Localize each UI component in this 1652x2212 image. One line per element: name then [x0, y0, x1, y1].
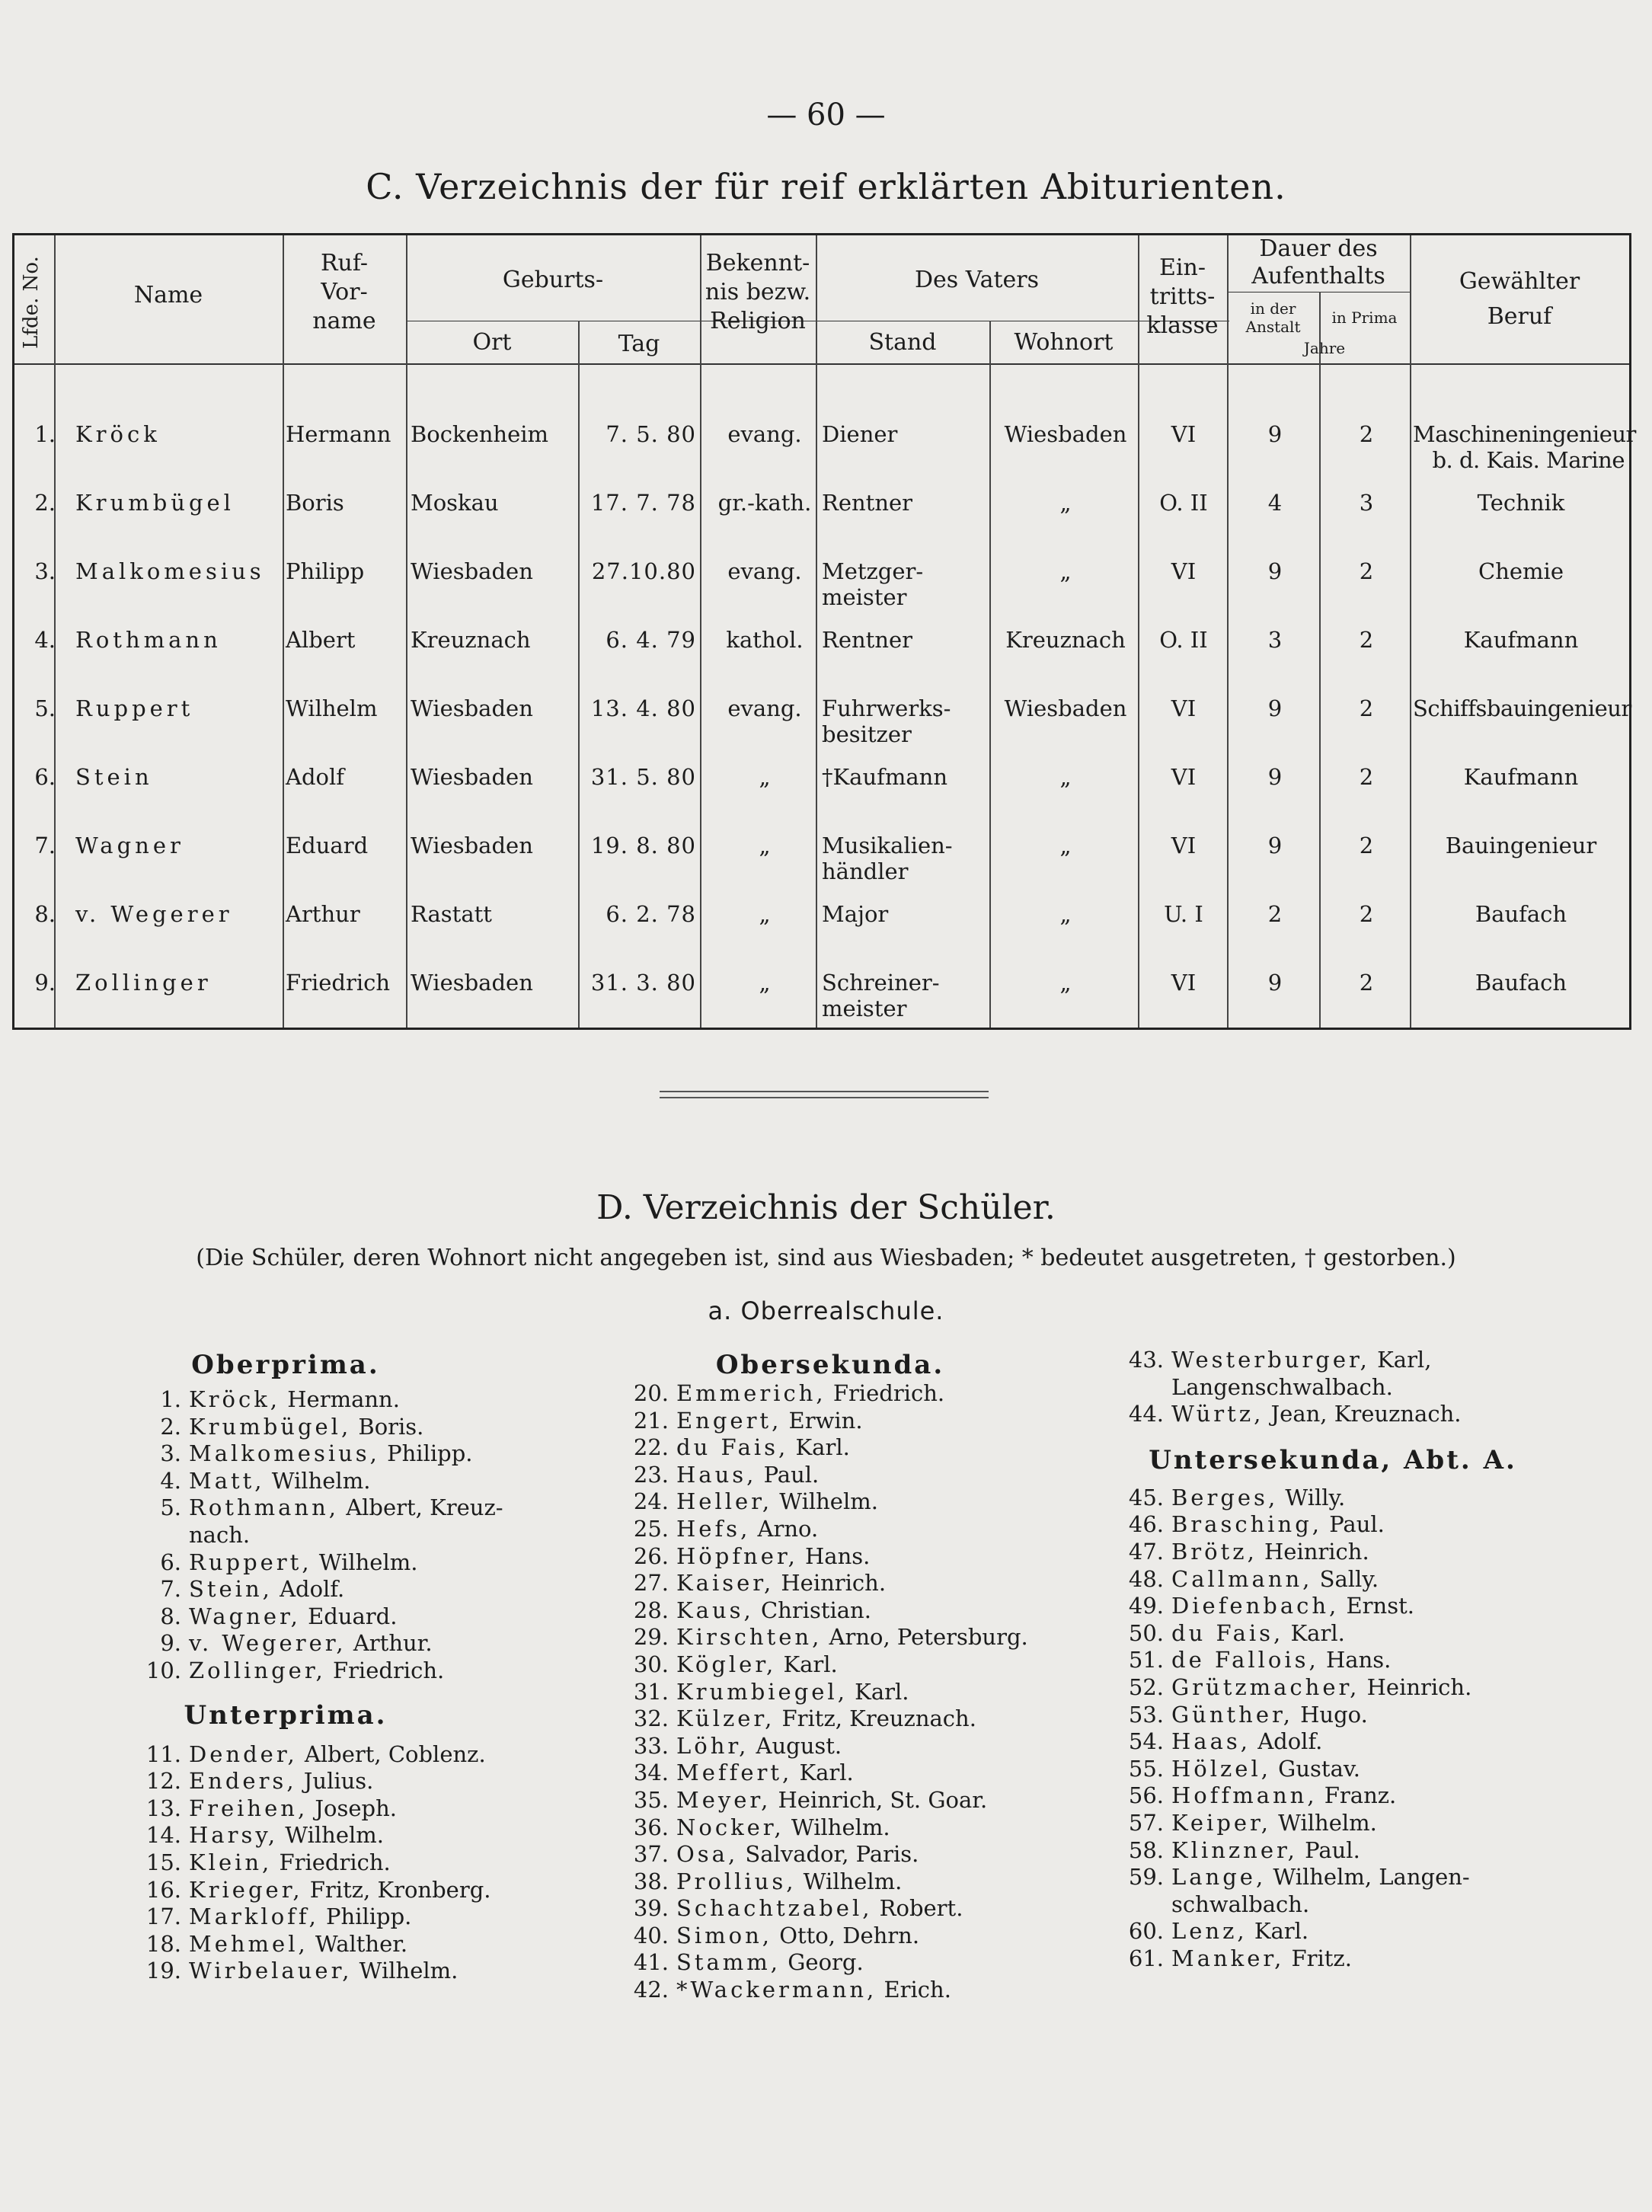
- list-item-number: 35.: [633, 1786, 669, 1813]
- section-d-note: (Die Schüler, deren Wohnort nicht angegeben ist, sind aus Wiesbaden; * bedeutet ausgetreten, † gestorben.): [196, 1245, 1456, 1271]
- list-item-number: 47.: [1128, 1538, 1164, 1565]
- table-row: 1. Kröck Hermann Bockenheim 7. 5. 80 evang. Diener Wiesbaden VI 9 2 Maschineningenieur b. d. Kais. Marine: [34, 421, 1636, 473]
- page-number: — 60 —: [766, 97, 886, 133]
- list-item-number: 40.: [633, 1922, 669, 1948]
- student-surname: Würtz,: [1171, 1401, 1264, 1427]
- list-item: [602, 1624, 1074, 1651]
- list-item-number: 8.: [160, 1603, 181, 1629]
- student-surname: Wirbelauer,: [189, 1958, 353, 1984]
- list-item: [114, 1795, 541, 1823]
- student-surname: Malkomesius,: [189, 1440, 380, 1467]
- list-item-number: 32.: [633, 1705, 669, 1732]
- student-surname: Prollius,: [676, 1868, 797, 1894]
- list-item: [114, 1603, 541, 1631]
- student-surname: Nocker,: [676, 1814, 784, 1840]
- abitur-table: [12, 233, 1636, 1030]
- student-details: Karl.: [776, 1651, 838, 1677]
- list-item-number: 43.: [1128, 1347, 1164, 1373]
- student-details: Otto, Dehrn.: [772, 1922, 920, 1948]
- list-item-number: 7.: [160, 1576, 181, 1603]
- list-item: [1097, 1702, 1584, 1729]
- list-item-number: 26.: [633, 1542, 669, 1569]
- student-details: Wilhelm.: [312, 1549, 418, 1575]
- list-item: [1097, 1401, 1584, 1428]
- list-item: [602, 1434, 1074, 1462]
- student-details: Karl.: [847, 1678, 909, 1705]
- list-item-number: 29.: [633, 1624, 669, 1651]
- list-item: [602, 1488, 1074, 1516]
- list-item-number: 11.: [145, 1741, 181, 1767]
- section-d-subtitle: a. Oberrealschule.: [708, 1296, 944, 1325]
- student-surname: Höpfner,: [676, 1542, 798, 1569]
- student-list-untersekunda: [1097, 1485, 1584, 1973]
- list-item-number: 49.: [1128, 1593, 1164, 1619]
- student-details: Friedrich.: [826, 1380, 945, 1406]
- student-details: Christian.: [753, 1597, 871, 1623]
- header-rufvorname: Ruf- Vor- name: [312, 250, 376, 334]
- list-item-number: 24.: [633, 1488, 669, 1515]
- header-beruf: Gewählter Beruf: [1459, 268, 1580, 330]
- list-item: [602, 1543, 1074, 1571]
- student-details: Sally.: [1312, 1565, 1379, 1592]
- list-item-number: 57.: [1128, 1809, 1164, 1836]
- student-surname: Matt,: [189, 1467, 265, 1494]
- header-stand: Stand: [868, 329, 937, 356]
- student-surname: Kirschten,: [676, 1624, 823, 1651]
- list-item-number: 50.: [1128, 1619, 1164, 1646]
- student-details: Hans.: [1318, 1647, 1392, 1673]
- student-surname: Kröck,: [189, 1386, 281, 1412]
- student-surname: Lenz,: [1171, 1918, 1248, 1945]
- list-item: [602, 1570, 1074, 1597]
- table-row: 3. Malkomesius Philipp Wiesbaden 27.10.80 evang. Metzger- meister „ VI 9 2 Chemie: [34, 558, 1564, 610]
- header-eintritt: Ein- tritts- klasse: [1146, 254, 1219, 339]
- list-item-number: 15.: [145, 1849, 181, 1875]
- list-item-number: 9.: [160, 1630, 181, 1657]
- list-item: [1097, 1810, 1584, 1837]
- list-item-number: 16.: [145, 1876, 181, 1903]
- heading-unterprima: Unterprima.: [184, 1699, 388, 1731]
- list-item: [1097, 1864, 1584, 1918]
- list-item-number: 6.: [160, 1549, 181, 1575]
- column-1: [114, 1350, 541, 1985]
- list-item-number: 25.: [633, 1515, 669, 1542]
- list-item-number: 51.: [1128, 1647, 1164, 1673]
- list-item-number: 42.: [633, 1977, 669, 2003]
- list-item: [114, 1849, 541, 1877]
- list-item-number: 13.: [145, 1795, 181, 1821]
- header-in-der-anstalt: in der Anstalt: [1245, 299, 1301, 336]
- student-surname: Wagner,: [189, 1603, 301, 1629]
- student-details: Adolf.: [1250, 1728, 1323, 1755]
- list-item-number: 17.: [145, 1904, 181, 1930]
- student-details: Erich.: [877, 1977, 951, 2003]
- student-details: Fritz, Kronberg.: [302, 1876, 491, 1903]
- list-item-number: 53.: [1128, 1701, 1164, 1728]
- header-bekenntnis: Bekennt- nis bezw. Religion: [705, 250, 811, 334]
- student-details: Georg.: [781, 1949, 864, 1976]
- list-item: [114, 1657, 541, 1685]
- student-surname: Heller,: [676, 1488, 773, 1515]
- list-item: [602, 1462, 1074, 1489]
- student-surname: Kaiser,: [676, 1570, 775, 1597]
- list-item-number: 28.: [633, 1597, 669, 1623]
- list-item-number: 23.: [633, 1461, 669, 1488]
- student-surname: Brötz,: [1171, 1538, 1257, 1565]
- student-surname: du Fais,: [676, 1434, 789, 1461]
- student-details: Erwin.: [781, 1407, 863, 1434]
- student-details: Wilhelm.: [796, 1868, 903, 1894]
- student-surname: Krumbügel,: [189, 1413, 352, 1440]
- student-details: Arno.: [750, 1515, 819, 1542]
- list-item: [114, 1494, 541, 1549]
- list-item-number: 60.: [1128, 1918, 1164, 1945]
- student-surname: Grützmacher,: [1171, 1673, 1360, 1700]
- student-surname: Hefs,: [676, 1515, 751, 1542]
- student-details: Walther.: [308, 1930, 408, 1957]
- student-details: Heinrich, St. Goar.: [771, 1786, 988, 1813]
- student-details: Albert, Coblenz.: [297, 1741, 486, 1767]
- student-surname: Hölzel,: [1171, 1755, 1271, 1782]
- student-details: Arthur.: [346, 1630, 433, 1657]
- student-details: Wilhelm.: [352, 1958, 459, 1984]
- list-item: [114, 1468, 541, 1495]
- list-item-number: 21.: [633, 1407, 669, 1434]
- student-details: Karl.: [788, 1434, 850, 1461]
- student-details: Heinrich.: [1257, 1538, 1369, 1565]
- heading-obersekunda: Obersekunda.: [715, 1350, 945, 1380]
- student-details: Wilhelm.: [784, 1814, 890, 1840]
- list-item: [602, 1760, 1074, 1787]
- list-item: [114, 1768, 541, 1795]
- header-dauer: Dauer des Aufenthalts: [1251, 235, 1385, 289]
- list-item-number: 54.: [1128, 1728, 1164, 1755]
- list-item-number: 14.: [145, 1822, 181, 1849]
- student-details: Wilhelm.: [264, 1467, 371, 1494]
- student-list-oberprima: [114, 1386, 541, 1685]
- student-surname: Emmerich,: [676, 1380, 826, 1406]
- list-item: [602, 1868, 1074, 1896]
- column-3: [1097, 1347, 1584, 1972]
- list-item: [1097, 1566, 1584, 1593]
- student-details: Hans.: [797, 1542, 871, 1569]
- list-item: [114, 1822, 541, 1849]
- student-details: Karl.: [1283, 1619, 1345, 1646]
- list-item-number: 1.: [160, 1386, 181, 1412]
- student-surname: Dender,: [189, 1741, 298, 1767]
- student-surname: Markloff,: [189, 1904, 319, 1930]
- student-list-unterprima: [114, 1741, 541, 1985]
- student-details: Salvador, Paris.: [738, 1841, 919, 1868]
- list-item-number: 38.: [633, 1868, 669, 1894]
- table-row: 5. Ruppert Wilhelm Wiesbaden 13. 4. 80 evang. Fuhrwerks- besitzer Wiesbaden VI 9 2 Schiffsbauingenieur: [34, 695, 1631, 747]
- student-details: Wilhelm.: [278, 1822, 384, 1849]
- student-details: Willy.: [1278, 1484, 1346, 1510]
- list-item-number: 4.: [160, 1467, 181, 1494]
- list-item: [114, 1877, 541, 1904]
- separator-rule: [660, 1091, 989, 1092]
- student-details: Wilhelm, Langen- schwalbach.: [1171, 1864, 1470, 1917]
- student-surname: Simon,: [676, 1922, 772, 1948]
- list-item: [602, 1977, 1074, 2004]
- student-details: Karl.: [792, 1760, 854, 1786]
- list-item-number: 10.: [145, 1657, 181, 1683]
- heading-oberprima: Oberprima.: [191, 1350, 380, 1380]
- student-surname: Kögler,: [676, 1651, 777, 1677]
- list-item: [1097, 1620, 1584, 1648]
- list-item-number: 19.: [145, 1958, 181, 1984]
- list-item-number: 61.: [1128, 1945, 1164, 1971]
- list-item: [1097, 1728, 1584, 1756]
- student-surname: Löhr,: [676, 1732, 749, 1759]
- header-lfde-no: Lfde. No.: [20, 256, 43, 349]
- student-details: Fritz.: [1284, 1945, 1352, 1971]
- separator-rule: [660, 1097, 989, 1098]
- list-item-number: 39.: [633, 1895, 669, 1922]
- student-surname: Meyer,: [676, 1786, 772, 1813]
- table-row: 6. Stein Adolf Wiesbaden 31. 5. 80 „ †Kaufmann „ VI 9 2 Kaufmann: [34, 764, 1579, 790]
- student-details: Boris.: [351, 1413, 424, 1440]
- student-surname: Lange,: [1171, 1864, 1267, 1891]
- list-item-number: 45.: [1128, 1484, 1164, 1510]
- student-surname: Brasching,: [1171, 1511, 1322, 1538]
- list-item: [1097, 1674, 1584, 1702]
- student-details: Paul.: [1322, 1511, 1385, 1538]
- student-details: Karl, Langenschwalbach.: [1171, 1347, 1432, 1400]
- list-item: [1097, 1756, 1584, 1783]
- student-details: Philipp.: [318, 1904, 412, 1930]
- student-details: Fritz, Kreuznach.: [775, 1705, 976, 1732]
- student-details: Heinrich.: [1360, 1673, 1472, 1700]
- student-details: Hermann.: [280, 1386, 400, 1412]
- list-item: [1097, 1782, 1584, 1810]
- student-surname: v. Wegerer,: [189, 1630, 347, 1657]
- student-details: Hugo.: [1293, 1701, 1368, 1728]
- student-details: Adolf.: [272, 1576, 345, 1603]
- list-item: [602, 1705, 1074, 1733]
- list-item: [1097, 1918, 1584, 1945]
- student-surname: Rothmann,: [189, 1494, 339, 1521]
- student-surname: Keiper,: [1171, 1809, 1271, 1836]
- student-surname: Manker,: [1171, 1945, 1285, 1971]
- list-item-number: 18.: [145, 1930, 181, 1957]
- list-item: [114, 1904, 541, 1931]
- list-item: [1097, 1485, 1584, 1512]
- student-details: Arno, Petersburg.: [822, 1624, 1028, 1651]
- student-list-obersekunda-cont: [1097, 1347, 1584, 1428]
- list-item: [114, 1576, 541, 1603]
- student-details: Wilhelm.: [1270, 1809, 1377, 1836]
- table-row: 4. Rothmann Albert Kreuznach 6. 4. 79 kathol. Rentner Kreuznach O. II 3 2 Kaufmann: [34, 627, 1579, 653]
- student-surname: Zollinger,: [189, 1657, 326, 1683]
- student-details: Karl.: [1247, 1918, 1309, 1945]
- list-item: [1097, 1647, 1584, 1674]
- list-item: [1097, 1945, 1584, 1973]
- list-item-number: 46.: [1128, 1511, 1164, 1538]
- list-item: [602, 1787, 1074, 1814]
- student-surname: Meffert,: [676, 1760, 793, 1786]
- student-surname: Freihen,: [189, 1795, 308, 1821]
- header-name: Name: [133, 282, 203, 308]
- student-surname: Callmann,: [1171, 1565, 1313, 1592]
- student-surname: Stamm,: [676, 1949, 781, 1976]
- list-item-number: 44.: [1128, 1401, 1164, 1427]
- list-item: [602, 1923, 1074, 1950]
- table-row: 9. Zollinger Friedrich Wiesbaden 31. 3. 80 „ Schreiner- meister „ VI 9 2 Baufach: [34, 970, 1567, 1021]
- student-surname: Kaus,: [676, 1597, 754, 1623]
- student-surname: Mehmel,: [189, 1930, 308, 1957]
- header-tag: Tag: [618, 331, 660, 357]
- list-item-number: 36.: [633, 1814, 669, 1840]
- list-item: [114, 1958, 541, 1985]
- list-item: [602, 1814, 1074, 1842]
- list-item-number: 2.: [160, 1413, 181, 1440]
- section-c-title: C. Verzeichnis der für reif erklärten Abiturienten.: [366, 166, 1286, 207]
- heading-untersekunda: Untersekunda, Abt. A.: [1149, 1444, 1517, 1475]
- list-item: [602, 1408, 1074, 1435]
- student-surname: Klein,: [189, 1849, 273, 1875]
- student-details: Albert, Kreuz- nach.: [189, 1494, 503, 1548]
- list-item-number: 55.: [1128, 1755, 1164, 1782]
- list-item-number: 58.: [1128, 1836, 1164, 1863]
- list-item-number: 41.: [633, 1949, 669, 1976]
- student-surname: Haas,: [1171, 1728, 1251, 1755]
- list-item: [114, 1549, 541, 1577]
- list-item-number: 12.: [145, 1768, 181, 1795]
- list-item-number: 34.: [633, 1760, 669, 1786]
- table-row: 7. Wagner Eduard Wiesbaden 19. 8. 80 „ Musikalien- händler „ VI 9 2 Bauingenieur: [34, 833, 1597, 884]
- list-item-number: 56.: [1128, 1782, 1164, 1809]
- student-surname: Berges,: [1171, 1484, 1279, 1510]
- student-surname: Krumbiegel,: [676, 1678, 848, 1705]
- student-surname: du Fais,: [1171, 1619, 1284, 1646]
- table-row: 8. v. Wegerer Arthur Rastatt 6. 2. 78 „ Major „ U. I 2 2 Baufach: [34, 901, 1567, 927]
- student-details: Friedrich.: [325, 1657, 445, 1683]
- list-item: [602, 1949, 1074, 1977]
- list-item-number: 22.: [633, 1434, 669, 1461]
- list-item: [114, 1630, 541, 1657]
- student-surname: Haus,: [676, 1461, 757, 1488]
- table-row: 2. Krumbügel Boris Moskau 17. 7. 78 gr.-kath. Rentner „ O. II 4 3 Technik: [34, 490, 1565, 516]
- student-surname: Günther,: [1171, 1701, 1293, 1728]
- student-details: Joseph.: [308, 1795, 397, 1821]
- list-item-number: 59.: [1128, 1864, 1164, 1891]
- list-item: [602, 1679, 1074, 1706]
- list-item: [602, 1597, 1074, 1625]
- student-surname: Ruppert,: [189, 1549, 312, 1575]
- list-item: [602, 1380, 1074, 1408]
- list-item: [602, 1841, 1074, 1868]
- student-details: Wilhelm.: [772, 1488, 878, 1515]
- student-surname: Westerburger,: [1171, 1347, 1370, 1373]
- student-details: Paul.: [756, 1461, 820, 1488]
- list-item-number: 5.: [160, 1494, 181, 1521]
- student-surname: Stein,: [189, 1576, 273, 1603]
- student-surname: Schachtzabel,: [676, 1895, 873, 1922]
- list-item: [1097, 1347, 1584, 1401]
- section-d-title: D. Verzeichnis der Schüler.: [596, 1188, 1056, 1227]
- student-details: Eduard.: [300, 1603, 398, 1629]
- header-in-prima: in Prima: [1331, 308, 1398, 327]
- header-geburts: Geburts-: [502, 267, 604, 293]
- list-item: [114, 1440, 541, 1468]
- list-item-number: 37.: [633, 1841, 669, 1868]
- header-ort: Ort: [472, 329, 512, 356]
- student-surname: Klinzner,: [1171, 1836, 1298, 1863]
- student-surname: Krieger,: [189, 1876, 303, 1903]
- student-details: Paul.: [1297, 1836, 1360, 1863]
- list-item-number: 3.: [160, 1440, 181, 1467]
- list-item: [602, 1733, 1074, 1760]
- list-item: [114, 1741, 541, 1769]
- list-item-number: 31.: [633, 1678, 669, 1705]
- student-details: Jean, Kreuznach.: [1264, 1401, 1462, 1427]
- list-item-number: 52.: [1128, 1673, 1164, 1700]
- student-surname: Engert,: [676, 1407, 782, 1434]
- student-surname: Külzer,: [676, 1705, 775, 1732]
- list-item: [114, 1414, 541, 1441]
- column-2: [602, 1350, 1074, 2004]
- list-item-number: 20.: [633, 1380, 669, 1406]
- student-surname: Diefenbach,: [1171, 1593, 1340, 1619]
- student-details: Franz.: [1317, 1782, 1397, 1809]
- student-details: August.: [749, 1732, 842, 1759]
- list-item: [114, 1386, 541, 1414]
- list-item: [1097, 1539, 1584, 1566]
- header-wohnort: Wohnort: [1014, 329, 1114, 356]
- list-item: [114, 1931, 541, 1958]
- list-item: [602, 1651, 1074, 1679]
- student-list-obersekunda: [602, 1380, 1074, 2004]
- list-item: [1097, 1511, 1584, 1539]
- student-surname: Osa,: [676, 1841, 739, 1868]
- list-item-number: 30.: [633, 1651, 669, 1677]
- student-details: Heinrich.: [774, 1570, 887, 1597]
- student-details: Friedrich.: [272, 1849, 391, 1875]
- student-surname: *Wackermann,: [676, 1977, 877, 2003]
- list-item: [602, 1895, 1074, 1923]
- student-surname: Hoffmann,: [1171, 1782, 1318, 1809]
- list-item: [1097, 1593, 1584, 1620]
- student-details: Gustav.: [1270, 1755, 1361, 1782]
- header-des-vaters: Des Vaters: [914, 267, 1040, 293]
- list-item: [602, 1516, 1074, 1543]
- header-jahre: Jahre: [1303, 339, 1346, 357]
- student-details: Ernst.: [1339, 1593, 1414, 1619]
- student-details: Philipp.: [379, 1440, 473, 1467]
- student-surname: Harsy,: [189, 1822, 279, 1849]
- list-item-number: 27.: [633, 1570, 669, 1597]
- student-details: Robert.: [872, 1895, 963, 1922]
- list-item: [1097, 1837, 1584, 1865]
- student-surname: de Fallois,: [1171, 1647, 1319, 1673]
- student-surname: Enders,: [189, 1768, 297, 1795]
- student-details: Julius.: [296, 1768, 374, 1795]
- list-item-number: 33.: [633, 1732, 669, 1759]
- list-item-number: 48.: [1128, 1565, 1164, 1592]
